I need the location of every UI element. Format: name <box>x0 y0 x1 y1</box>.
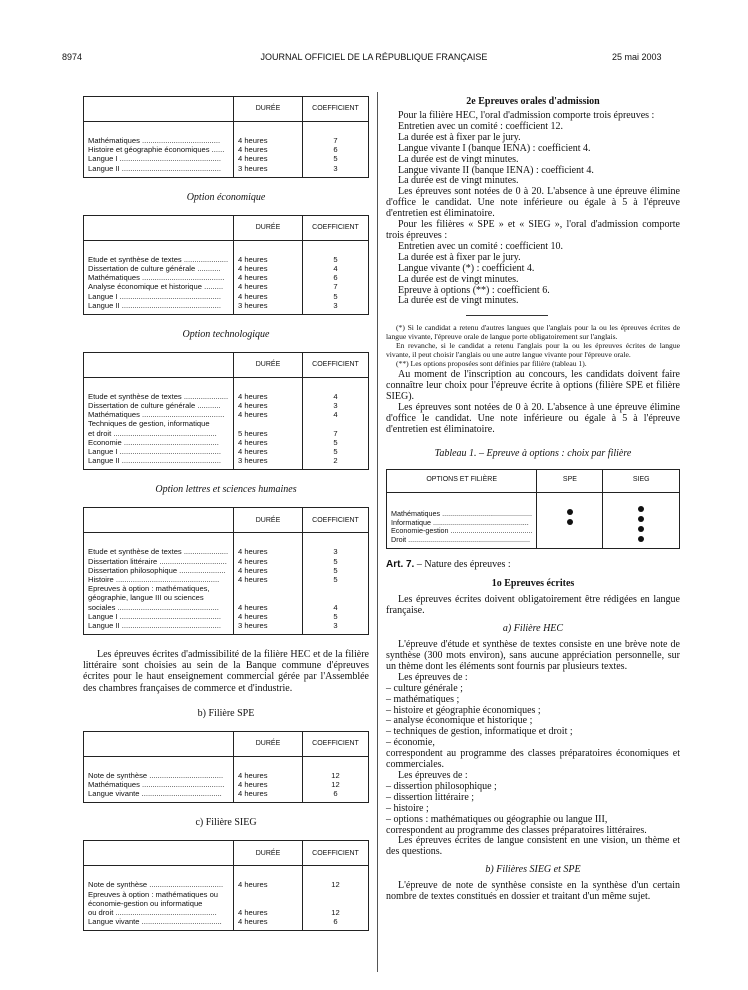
coef-value: 6 <box>333 273 338 283</box>
coef-value: 12 <box>331 908 340 917</box>
coef-col-header: COEFFICIENT <box>303 352 369 377</box>
filiere-hec-title: a) Filière HEC <box>502 623 564 635</box>
coef-value <box>307 890 364 899</box>
oral-paragraph: La durée est de vingt minutes. <box>398 153 519 165</box>
spe-slot <box>541 536 598 545</box>
epreuve-label: Note de synthèse ................................... <box>88 770 224 780</box>
article-title: – Nature des épreuves : <box>414 559 511 571</box>
spe-marks <box>537 492 603 549</box>
duree-col-header: DURÉE <box>234 508 303 533</box>
list-item: – histoire et géographie économiques ; <box>386 704 541 716</box>
oral-paragraph: Les épreuves sont notées de 0 à 20. L'absence à une épreuve élimine d'office le candidat. Une note inférieure ou égale à 5 à l'épreuve d'entretien est éliminatoire. <box>386 186 680 220</box>
spe-slot <box>541 509 598 518</box>
epreuve-label: Histoire et géographie économiques ...... <box>88 145 225 155</box>
oral-paragraph: La durée est à fixer par le jury. <box>398 131 521 143</box>
coef-value: 5 <box>333 291 338 301</box>
coef-value <box>307 593 364 602</box>
coef-value: 7 <box>333 282 338 292</box>
list1-after: correspondent au programme des classes préparatoires économiques et commerciales. <box>386 748 680 771</box>
epreuve-col-header <box>84 97 234 122</box>
oral-paragraph: Langue vivante II (banque IENA) : coefficient 4. <box>398 164 594 176</box>
epreuve-label: Langue I ................................................ <box>88 154 221 164</box>
epreuve-label: Dissertation de culture générale ........... <box>88 401 221 411</box>
list-item: – dissertion philosophique ; <box>386 780 497 792</box>
journal-title: JOURNAL OFFICIEL DE LA RÉPUBLIQUE FRANÇAISE <box>260 52 488 62</box>
coef-col-header: COEFFICIENT <box>303 731 369 756</box>
duree-value: 4 heures <box>238 770 268 780</box>
epreuve-label: Dissertation littéraire ................................ <box>88 556 227 566</box>
synthese-paragraph: L'épreuve d'étude et synthèse de textes consiste en une brève note de synthèse (300 mots environ), sans aucune appréciation personnelle, sur un thème dont les éléments sont fournis par plusieurs textes. <box>386 639 680 672</box>
epreuve-label: Epreuves à option : mathématiques ou <box>88 889 219 899</box>
coef-value: 12 <box>331 770 340 780</box>
duree-value: 4 heures <box>238 410 268 420</box>
footnote-separator <box>466 315 548 316</box>
column-divider <box>377 92 378 972</box>
coef-col-header: COEFFICIENT <box>303 215 369 240</box>
coef-cells <box>303 756 369 803</box>
epreuve-cells <box>84 240 234 314</box>
coef-value: 5 <box>333 565 338 575</box>
page-number: 8974 <box>62 52 83 62</box>
duree-value: 4 heures <box>238 273 268 283</box>
coef-value: 6 <box>333 145 338 155</box>
duree-value: 4 heures <box>238 556 268 566</box>
sieg-col-header: SIEG <box>603 469 680 492</box>
epreuve-label: Mathématiques ....................................... <box>88 780 225 790</box>
spe-col-header: SPE <box>537 469 603 492</box>
list2-lead: Les épreuves de : <box>398 769 468 781</box>
footnote: En revanche, si le candidat a retenu l'anglais pour la ou les épreuves écrites de langue vivante, il peut choisir l'anglais ou une autre langue vivante pour l'épreuve orale. <box>386 340 680 359</box>
coef-cells <box>303 866 369 931</box>
coef-value: 3 <box>333 547 338 557</box>
epreuve-cells <box>84 377 234 470</box>
epreuve-cells <box>84 756 234 803</box>
duree-value: 4 heures <box>238 547 268 557</box>
duree-value: 4 heures <box>238 602 268 612</box>
inscription-paragraph: Les épreuves sont notées de 0 à 20. L'absence à une épreuve élimine d'office le candidat. Une note inférieure ou égale à 5 à l'épreuve d'entretien est éliminatoire. <box>386 402 680 435</box>
admissibility-paragraph: Les épreuves écrites d'admissibilité de la filière HEC et de la filière littéraire sont choisies au sein de la Banque commune d'épreuves écrites pour le haut enseignement commercial gérée par l'Assemblée des chambres françaises de commerce et d'industrie. <box>83 649 369 694</box>
duree-value: 4 heures <box>238 263 268 273</box>
epreuve-label: ou droit ................................................ <box>88 908 217 917</box>
coef-cells <box>303 122 369 178</box>
exam-table <box>83 507 369 635</box>
list1-lead: Les épreuves de : <box>398 671 468 683</box>
epreuve-label: Mathématiques ..................................... <box>88 136 221 145</box>
coef-value <box>307 899 364 908</box>
coef-cells <box>303 377 369 470</box>
coef-value: 12 <box>331 780 340 790</box>
coef-value <box>307 584 364 593</box>
epreuve-label: Langue II ............................................... <box>88 300 221 310</box>
table-caption: Option technologique <box>182 328 270 340</box>
sieg-bullet <box>638 526 644 532</box>
coef-value: 4 <box>333 602 338 612</box>
duree-cells <box>234 866 303 931</box>
article-number: Art. 7. <box>386 559 415 571</box>
inscription-paragraph: Au moment de l'inscription au concours, les candidats doivent faire connaître leur choix pour l'épreuve écrite à options (filière SPE et filière SIEG). <box>386 369 680 403</box>
coef-value: 6 <box>333 789 338 799</box>
note-synthese-paragraph: L'épreuve de note de synthèse consiste en la synthèse d'un certain nombre de textes constitués en dossier et traitant d'un même sujet. <box>386 880 680 903</box>
duree-cells <box>234 756 303 803</box>
sieg-bullet <box>638 516 644 522</box>
duree-value: 4 heures <box>238 789 268 799</box>
epreuve-label: Langue II ............................................... <box>88 163 221 173</box>
sieg-bullet <box>638 536 644 542</box>
epreuve-col-header <box>84 841 234 866</box>
table-caption: Option lettres et sciences humaines <box>155 484 297 496</box>
coef-value: 6 <box>333 917 338 927</box>
oral-paragraph: Epreuve à options (**) : coefficient 6. <box>398 284 550 296</box>
coef-value: 4 <box>333 263 338 273</box>
oral-paragraph: Langue vivante (*) : coefficient 4. <box>398 262 535 274</box>
list-item: – histoire ; <box>386 802 429 814</box>
duree-value <box>238 419 298 428</box>
duree-value: 4 heures <box>238 254 268 264</box>
filiere-sieg-spe-title: b) Filières SIEG et SPE <box>485 864 581 876</box>
duree-value: 3 heures <box>238 456 268 466</box>
exam-table <box>83 731 369 804</box>
epreuve-label: géographie, langue III ou sciences <box>88 593 204 603</box>
exam-table <box>83 215 369 315</box>
duree-value: 3 heures <box>238 163 268 173</box>
duree-value: 4 heures <box>238 437 268 447</box>
spe-slot <box>541 519 598 528</box>
list-item: – dissertion littéraire ; <box>386 791 475 803</box>
exam-table <box>83 840 369 931</box>
option-label: Droit ............................................................. <box>391 535 530 544</box>
duree-value <box>238 899 298 908</box>
epreuve-label: Langue vivante ...................................... <box>88 789 222 799</box>
duree-value: 4 heures <box>238 154 268 164</box>
oral-paragraph: La durée est de vingt minutes. <box>398 273 519 285</box>
written-exams-title: 1o Epreuves écrites <box>491 578 575 590</box>
duree-col-header: DURÉE <box>234 352 303 377</box>
left-tables <box>83 96 369 635</box>
eco-list <box>386 684 680 749</box>
coef-value: 5 <box>333 154 338 164</box>
spe-bullet <box>567 509 573 515</box>
coef-col-header: COEFFICIENT <box>303 841 369 866</box>
coef-value: 2 <box>333 456 338 466</box>
duree-value: 4 heures <box>238 136 268 145</box>
epreuve-col-header <box>84 215 234 240</box>
oral-paragraph: La durée est à fixer par le jury. <box>398 251 521 263</box>
list-item: – options : mathématiques ou géographie ou langue III, <box>386 813 608 825</box>
duree-value: 5 heures <box>238 428 268 438</box>
epreuve-label: Note de synthèse ................................... <box>88 880 224 890</box>
oral-paragraph: La durée est de vingt minutes. <box>398 175 519 187</box>
epreuve-label: Langue II ............................................... <box>88 620 221 630</box>
exam-table <box>83 96 369 178</box>
oral-paragraph: Entretien avec un comité : coefficient 10. <box>398 240 564 252</box>
epreuve-label: Langue II ............................................... <box>88 456 221 466</box>
epreuve-label: Mathématiques ....................................... <box>88 410 225 420</box>
list-item: – mathématiques ; <box>386 693 460 705</box>
option-label: Mathématiques ............................................. <box>391 509 532 518</box>
epreuve-label: Techniques de gestion, informatique <box>88 419 210 429</box>
duree-value <box>238 593 298 602</box>
coef-value: 4 <box>333 391 338 401</box>
duree-cells <box>234 533 303 635</box>
coef-col-header: COEFFICIENT <box>303 508 369 533</box>
epreuve-col-header <box>84 352 234 377</box>
coef-value: 5 <box>333 574 338 584</box>
duree-col-header: DURÉE <box>234 841 303 866</box>
coef-value: 7 <box>333 428 338 438</box>
epreuve-label: Langue vivante ...................................... <box>88 917 222 927</box>
sieg-slot <box>607 526 675 535</box>
duree-cells <box>234 240 303 314</box>
duree-value <box>238 890 298 899</box>
coef-value: 5 <box>333 437 338 447</box>
langue-paragraph: Les épreuves écrites de langue consistent en une vision, un thème et des questions. <box>386 835 680 858</box>
duree-col-header: DURÉE <box>234 731 303 756</box>
epreuve-label: Langue I ................................................ <box>88 291 221 301</box>
epreuve-cells <box>84 122 234 178</box>
duree-value: 4 heures <box>238 917 268 927</box>
duree-value: 4 heures <box>238 145 268 155</box>
coef-cells <box>303 240 369 314</box>
sieg-marks <box>603 492 680 549</box>
left-column <box>83 96 369 931</box>
epreuve-label: Etude et synthèse de textes ..................... <box>88 391 229 401</box>
coef-value: 3 <box>333 300 338 310</box>
duree-value: 4 heures <box>238 391 268 401</box>
exam-table <box>83 352 369 471</box>
duree-cells <box>234 122 303 178</box>
epreuve-col-header <box>84 731 234 756</box>
duree-value: 3 heures <box>238 620 268 630</box>
oral-section-title: 2e Epreuves orales d'admission <box>466 96 600 107</box>
duree-cells <box>234 377 303 470</box>
coef-value: 3 <box>333 163 338 173</box>
duree-value: 4 heures <box>238 908 268 917</box>
oral-paragraph: La durée est de vingt minutes. <box>398 295 519 307</box>
option-label: Informatique ................................................ <box>391 518 529 527</box>
coef-value: 4 <box>333 410 338 420</box>
options-table <box>386 469 680 550</box>
tableau-caption: Tableau 1. – Epreuve à options : choix par filière <box>434 447 632 459</box>
footnote: (**) Les options proposées sont définies par filière (tableau 1). <box>396 358 587 368</box>
epreuve-label: Economie ............................................. <box>88 437 219 447</box>
epreuve-label: Langue I ................................................ <box>88 611 221 621</box>
oral-paragraphs <box>386 111 680 307</box>
duree-value: 4 heures <box>238 401 268 411</box>
option-label: Economie-gestion ......................................... <box>391 527 533 536</box>
duree-value: 4 heures <box>238 565 268 575</box>
duree-value: 3 heures <box>238 300 268 310</box>
coef-cells <box>303 533 369 635</box>
duree-value: 4 heures <box>238 780 268 790</box>
epreuve-label: Dissertation de culture générale ........... <box>88 263 221 273</box>
article-7-heading <box>386 559 680 570</box>
duree-value: 4 heures <box>238 880 268 890</box>
epreuve-label: Langue I ................................................ <box>88 447 221 456</box>
duree-value: 4 heures <box>238 611 268 621</box>
oral-paragraph: Pour les filières « SPE » et « SIEG », l'oral d'admission comporte trois épreuves : <box>386 219 680 241</box>
sieg-slot <box>607 516 675 525</box>
epreuve-label: Dissertation philosophique ...................... <box>88 565 226 575</box>
sieg-slot <box>607 536 675 545</box>
duree-col-header: DURÉE <box>234 215 303 240</box>
coef-value: 3 <box>333 620 338 630</box>
epreuve-label: économie-gestion ou informatique <box>88 898 203 908</box>
coef-value: 3 <box>333 401 338 411</box>
duree-value: 4 heures <box>238 282 268 292</box>
right-column <box>386 96 680 903</box>
sieg-bullet <box>638 506 644 512</box>
duree-value: 4 heures <box>238 291 268 301</box>
inscription-paragraphs <box>386 370 680 435</box>
duree-value: 4 heures <box>238 574 268 584</box>
left-tables-b <box>83 708 369 932</box>
spe-slot <box>541 527 598 536</box>
epreuve-cells <box>84 866 234 931</box>
epreuve-label: Histoire ................................................. <box>88 574 220 584</box>
coef-value: 5 <box>333 611 338 621</box>
coef-value: 12 <box>331 880 340 890</box>
language-paragraph: Les épreuves écrites doivent obligatoirement être rédigées en langue française. <box>386 594 680 617</box>
coef-value: 5 <box>333 254 338 264</box>
table-caption: Option économique <box>186 191 266 203</box>
coef-value: 7 <box>333 136 338 145</box>
epreuve-label: et droit ................................................. <box>88 428 217 438</box>
lit-list <box>386 782 680 826</box>
list2-after: correspondent au programme des classes préparatoires littéraires. <box>386 824 647 836</box>
issue-date: 25 mai 2003 <box>612 52 662 62</box>
coef-value: 5 <box>333 447 338 456</box>
duree-value: 4 heures <box>238 447 268 456</box>
oral-paragraph: Langue vivante I (banque IENA) : coefficient 4. <box>398 142 591 154</box>
oral-paragraph: Pour la filière HEC, l'oral d'admission comporte trois épreuves : <box>398 110 655 121</box>
epreuve-label: sociales ................................................ <box>88 602 219 612</box>
epreuve-label: Mathématiques ....................................... <box>88 273 225 283</box>
options-col-header: OPTIONS ET FILIÈRE <box>387 469 537 492</box>
table-caption: c) Filière SIEG <box>195 817 257 829</box>
epreuve-label: Analyse économique et historique ......... <box>88 282 224 292</box>
coef-value <box>307 419 364 428</box>
epreuve-label: Epreuves à option : mathématiques, <box>88 584 210 594</box>
epreuve-col-header <box>84 508 234 533</box>
footnotes <box>386 324 680 368</box>
duree-col-header: DURÉE <box>234 97 303 122</box>
coef-col-header: COEFFICIENT <box>303 97 369 122</box>
oral-paragraph: Entretien avec un comité : coefficient 12. <box>398 120 564 132</box>
footnote: (*) Si le candidat a retenu d'autres langues que l'anglais pour la ou les épreuves écrites de langue vivante, l'épreuve orale de langue porte obligatoirement sur l'anglais. <box>386 323 680 342</box>
page-header <box>0 52 748 66</box>
list-item: – analyse économique et historique ; <box>386 715 533 727</box>
list-item: – techniques de gestion, informatique et droit ; <box>386 726 573 738</box>
coef-value: 5 <box>333 556 338 566</box>
epreuve-cells <box>84 533 234 635</box>
epreuve-label: Etude et synthèse de textes ..................... <box>88 254 229 264</box>
list-item: – économie, <box>386 737 435 749</box>
options-labels <box>387 492 537 549</box>
sieg-slot <box>607 506 675 515</box>
table-caption: b) Filière SPE <box>197 707 255 719</box>
list-item: – culture générale ; <box>386 682 463 694</box>
duree-value <box>238 584 298 593</box>
spe-bullet <box>567 519 573 525</box>
epreuve-label: Etude et synthèse de textes ..................... <box>88 547 229 557</box>
